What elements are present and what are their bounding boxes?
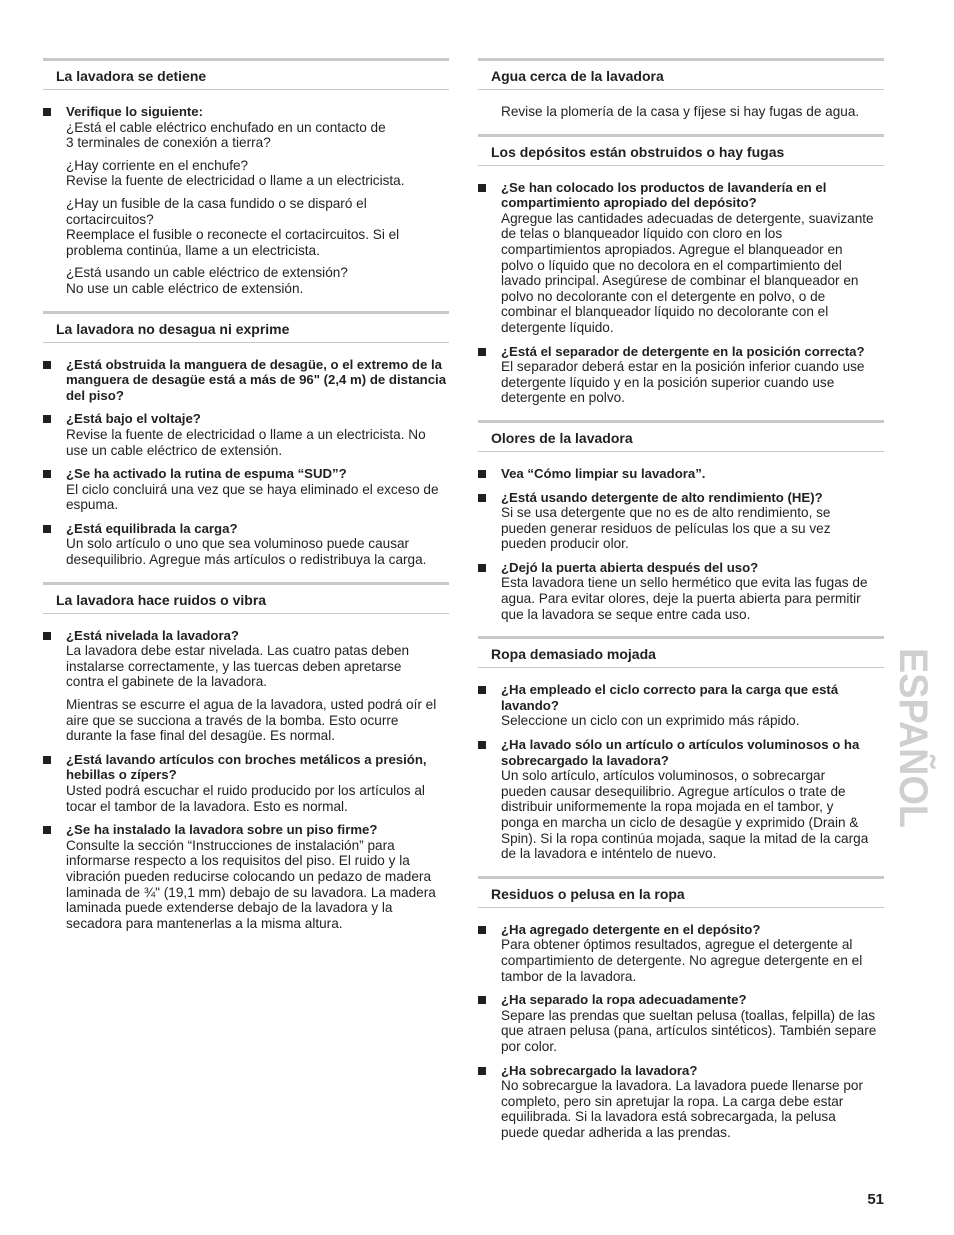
check-answer (501, 359, 884, 406)
answer-line: desequilibrio. Agregue más artículos o redistribuya la carga. (66, 552, 427, 568)
answer-line: que atraen pelusa (pana, artículos sintéticos). También separe (501, 1023, 877, 1039)
section-body (478, 166, 884, 406)
answer-line: instalarse correctamente, y las tuercas deben apretarse (66, 658, 402, 674)
section-text: Revise la plomería de la casa y fíjese si hay fugas de agua. (501, 104, 860, 119)
answer-line: por color. (501, 1038, 557, 1054)
square-bullet-icon (478, 996, 486, 1004)
check-item (478, 682, 884, 729)
answer-line: durante la fase final del desagüe. Es normal. (66, 728, 336, 744)
square-bullet-icon (43, 525, 51, 533)
answer-line: El separador deberá estar en la posición inferior cuando use (501, 359, 865, 375)
square-bullet-icon (43, 470, 51, 478)
answer-line: compartimientos apropiados. Agregue el blanqueador en (501, 241, 843, 257)
answer-line: ¿Hay un fusible de la casa fundido o se disparó el (66, 195, 367, 211)
check-question: ¿Está usando detergente de alto rendimiento (HE)? (501, 489, 823, 505)
check-answer (66, 482, 449, 513)
answer-line: Mientras se escurre el agua de la lavadora, usted podrá oír el (66, 697, 437, 713)
check-item (478, 560, 884, 622)
troubleshoot-section (478, 876, 884, 1141)
answer-line: equilibrada. Si la lavadora está sobrecargada, la pelusa (501, 1109, 836, 1125)
answer-line: combinar el blanqueador líquido no decolorante con el (501, 304, 829, 320)
answer-line: ¿Está usando un cable eléctrico de extensión? (66, 265, 348, 281)
answer-line: No sobrecargue la lavadora. La lavadora puede llenarse por (501, 1078, 863, 1094)
check-question: ¿Se ha activado la rutina de espuma “SUD”? (66, 466, 347, 482)
check-question: ¿Está el separador de detergente en la posición correcta? (501, 343, 865, 359)
answer-line: Un solo artículo o uno que sea voluminoso puede causar (66, 536, 410, 552)
troubleshoot-section (478, 134, 884, 406)
check-item (43, 411, 449, 458)
answer-line: pueden producir olor. (501, 536, 629, 552)
square-bullet-icon (478, 494, 486, 502)
check-item (43, 628, 449, 744)
answer-line: tocar el tambor de la lavadora. Esto es normal. (66, 798, 348, 814)
section-heading: Ropa demasiado mojada (478, 636, 884, 668)
answer-line: Revise la fuente de electricidad o llame a un electricista. (66, 173, 405, 189)
answer-line: La lavadora debe estar nivelada. Las cuatro patas deben (66, 643, 410, 659)
answer-line: pueden causar desequilibrio. Agregue artículos o trate de (501, 783, 846, 799)
square-bullet-icon (43, 826, 51, 834)
answer-line: Reemplace el fusible o reconecte el cortacircuitos. Si el (66, 227, 400, 243)
check-answer (66, 536, 449, 567)
section-heading: La lavadora se detiene (43, 58, 449, 90)
answer-line: informarse respecto a los requisitos del piso. El ruido y la (66, 853, 410, 869)
check-item (43, 104, 449, 297)
check-answer (501, 505, 884, 552)
answer-line: completo, pero sin apretujar la ropa. La carga debe estar (501, 1093, 844, 1109)
square-bullet-icon (478, 348, 486, 356)
section-body (478, 90, 884, 120)
answer-line: Usted podrá escuchar el ruido producido por los artículos al (66, 783, 425, 798)
troubleshoot-section (478, 58, 884, 120)
check-question: Verifique lo siguiente: (66, 104, 204, 119)
answer-line: problema continúa, llame a un electricista. (66, 242, 320, 258)
check-answer (501, 575, 884, 622)
check-answer (501, 937, 884, 984)
section-body (43, 90, 449, 297)
section-heading: Los depósitos están obstruidos o hay fugas (478, 134, 884, 166)
check-answer (66, 196, 449, 258)
section-heading: Olores de la lavadora (478, 420, 884, 452)
check-item (43, 752, 449, 814)
check-item (43, 822, 449, 931)
section-body (478, 908, 884, 1141)
answer-line: Spin). Si la ropa continúa mojada, saque la mitad de la carga (501, 830, 869, 846)
answer-line: Para obtener óptimos resultados, agregue el detergente al (501, 937, 853, 953)
square-bullet-icon (43, 756, 51, 764)
check-answer (501, 1078, 884, 1140)
answer-line: Seleccione un ciclo con un exprimido más rápido. (501, 713, 800, 729)
section-body (43, 614, 449, 932)
check-answer (501, 713, 884, 729)
answer-line: contra el gabinete de la lavadora. (66, 674, 268, 690)
answer-line: laminada de ¾" (19,1 mm) debajo de su lavadora. La madera (66, 884, 436, 900)
check-answer (66, 427, 449, 458)
check-item (478, 992, 884, 1054)
answer-line: Si se usa detergente que no es de alto rendimiento, se (501, 505, 831, 521)
answer-line: detergente líquido. (501, 319, 614, 335)
check-answer (66, 838, 449, 932)
answer-line: de telas o blanqueador líquido con cloro en los (501, 226, 783, 242)
square-bullet-icon (43, 108, 51, 116)
answer-line: tambor de la lavadora. (501, 968, 637, 984)
section-tab-espanol (891, 648, 935, 839)
check-item (478, 922, 884, 984)
square-bullet-icon (478, 1067, 486, 1075)
answer-line: Separe las prendas que sueltan pelusa (toallas, felpilla) de las (501, 1007, 876, 1023)
check-answer (66, 697, 449, 744)
answer-line: ¿Hay corriente en el enchufe? (66, 157, 249, 173)
check-answer (66, 120, 449, 151)
check-question: ¿Ha sobrecargado la lavadora? (501, 1062, 698, 1078)
check-question: ¿Ha separado la ropa adecuadamente? (501, 992, 747, 1008)
check-answer (66, 265, 449, 296)
check-question: ¿Está equilibrada la carga? (66, 520, 238, 536)
check-item (43, 466, 449, 513)
check-item (478, 344, 884, 406)
square-bullet-icon (43, 415, 51, 423)
check-question: ¿Se ha instalado la lavadora sobre un piso firme? (66, 822, 378, 838)
square-bullet-icon (43, 361, 51, 369)
check-item (478, 1063, 884, 1141)
check-answer (501, 1008, 884, 1055)
answer-line: 3 terminales de conexión a tierra? (66, 135, 271, 151)
square-bullet-icon (478, 926, 486, 934)
answer-line: Esta lavadora tiene un sello hermético que evita las fugas de (501, 575, 868, 591)
answer-line: polvo o líquido que no decolora en el compartimiento del (501, 257, 842, 273)
answer-line: compartimiento de detergente. No agregue detergente en el (501, 952, 863, 968)
troubleshoot-section (43, 58, 449, 297)
section-heading: Agua cerca de la lavadora (478, 58, 884, 90)
check-answer (66, 643, 449, 690)
check-question: ¿Está lavando artículos con broches metálicos a presión, hebillas o zípers? (66, 751, 427, 783)
page-number: 51 (867, 1191, 884, 1208)
section-tab-label: ESPAÑOL (891, 648, 935, 839)
check-item (478, 490, 884, 552)
answer-line: lavado principal. Asegúrese de combinar el blanqueador en (501, 273, 859, 289)
section-body (478, 668, 884, 862)
answer-line: puede quedar adherida a las prendas. (501, 1124, 731, 1140)
answer-line: espuma. (66, 497, 119, 513)
square-bullet-icon (478, 470, 486, 478)
check-item (43, 521, 449, 568)
troubleshoot-section (43, 311, 449, 568)
check-question: ¿Está bajo el voltaje? (66, 411, 201, 427)
check-question: ¿Se han colocado los productos de lavandería en el compartimiento apropiado del depósito? (501, 179, 827, 211)
answer-line: agua. Para evitar olores, deje la puerta abierta para permitir (501, 591, 861, 607)
answer-line: distribuir uniformemente la ropa mojada en el tambor, y (501, 799, 834, 815)
square-bullet-icon (478, 564, 486, 572)
section-body (43, 343, 449, 568)
square-bullet-icon (43, 632, 51, 640)
troubleshoot-section (478, 636, 884, 862)
answer-line: aire que se succiona a través de la bomba. Esto ocurre (66, 712, 399, 728)
section-body (478, 452, 884, 622)
check-answer (66, 158, 449, 189)
answer-line: laminada puede extenderse debajo de la lavadora y la (66, 900, 393, 916)
answer-line: ponga en marcha un ciclo de desagüe y exprimido (Drain & (501, 815, 859, 830)
left-column (43, 58, 449, 945)
check-item (478, 180, 884, 336)
answer-line: pueden generar residuos de películas los que a su vez (501, 520, 831, 536)
check-question: ¿Dejó la puerta abierta después del uso? (501, 559, 759, 575)
answer-line: Consulte la sección “Instrucciones de instalación” para (66, 837, 395, 853)
answer-line: vibración pueden reducirse colocando un pedazo de madera (66, 868, 432, 884)
check-item (478, 466, 884, 482)
section-heading: Residuos o pelusa en la ropa (478, 876, 884, 908)
troubleshoot-section (478, 420, 884, 622)
answer-line: Agregue las cantidades adecuadas de detergente, suavizante (501, 210, 874, 226)
check-answer (501, 768, 884, 862)
check-question: ¿Está nivelada la lavadora? (66, 627, 239, 643)
section-heading: La lavadora no desagua ni exprime (43, 311, 449, 343)
section-heading: La lavadora hace ruidos o vibra (43, 582, 449, 614)
check-question: ¿Está obstruida la manguera de desagüe, o el extremo de la manguera de desagüe está a más de 96" (2,4 m) de distancia del piso? (66, 356, 447, 403)
check-answer (501, 211, 884, 336)
answer-line: cortacircuitos? (66, 211, 154, 227)
answer-line: No use un cable eléctrico de extensión. (66, 280, 304, 296)
answer-line: El ciclo concluirá una vez que se haya eliminado el exceso de (66, 481, 439, 497)
troubleshoot-section (43, 582, 449, 932)
answer-line: detergente líquido y en la posición superior cuando use (501, 374, 835, 390)
answer-line: que la lavadora se seque entre cada uso. (501, 606, 751, 622)
check-answer (66, 783, 449, 814)
answer-line: polvo no decolorante con el detergente en polvo, o de (501, 288, 826, 304)
check-question: Vea “Cómo limpiar su lavadora”. (501, 465, 706, 481)
square-bullet-icon (478, 184, 486, 192)
check-item (43, 357, 449, 404)
right-column (478, 58, 884, 1155)
square-bullet-icon (478, 741, 486, 749)
check-item (478, 737, 884, 862)
check-question: ¿Ha lavado sólo un artículo o artículos voluminosos o ha sobrecargado la lavadora? (501, 737, 860, 768)
answer-line: detergente en polvo. (501, 390, 625, 406)
answer-line: de la lavadora e inténtelo de nuevo. (501, 846, 717, 862)
check-question: ¿Ha agregado detergente en el depósito? (501, 921, 761, 937)
answer-line: Un solo artículo, artículos voluminosos, o sobrecargar (501, 768, 826, 784)
answer-line: secadora para mantenerlas a la misma altura. (66, 915, 343, 931)
answer-line: ¿Está el cable eléctrico enchufado en un contacto de (66, 119, 386, 135)
check-question: ¿Ha empleado el ciclo correcto para la carga que está lavando? (501, 682, 839, 713)
square-bullet-icon (478, 686, 486, 694)
answer-line: use un cable eléctrico de extensión. (66, 442, 283, 458)
answer-line: Revise la fuente de electricidad o llame a un electricista. No (66, 426, 426, 442)
